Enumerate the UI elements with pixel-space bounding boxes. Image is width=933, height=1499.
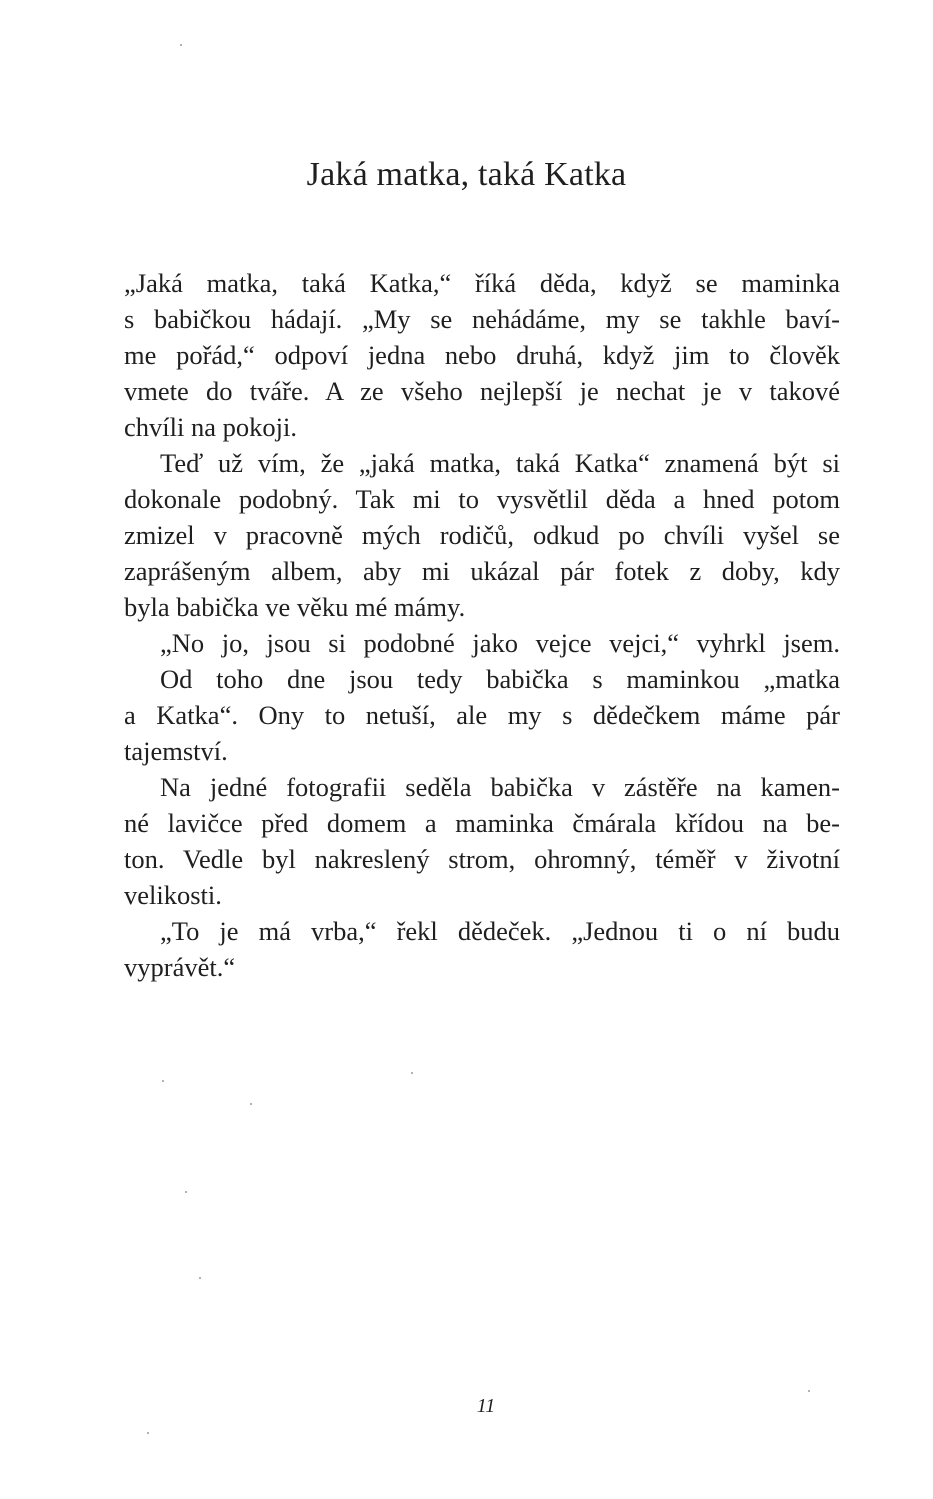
text-line: „No jo, jsou si podobné jako vejce vejci,“ vyhrkl jsem. (160, 628, 840, 658)
text-line: s babičkou hádají. „My se nehádáme, my se takhle baví- (124, 304, 840, 334)
text-line: tajemství. (124, 736, 228, 766)
scan-speck (147, 1432, 149, 1434)
text-line: a Katka“. Ony to netuší, ale my s dědečkem máme pár (124, 700, 840, 730)
text-line: Teď už vím, že „jaká matka, taká Katka“ znamená být si (160, 448, 840, 478)
text-line: „Jaká matka, taká Katka,“ říká děda, když se maminka (124, 268, 840, 298)
scan-speck (199, 1277, 201, 1279)
text-line: ton. Vedle byl nakreslený strom, ohromný, téměř v životní (124, 844, 840, 874)
chapter-body (124, 265, 840, 985)
text-line: velikosti. (124, 880, 222, 910)
text-line: byla babička ve věku mé mámy. (124, 592, 466, 622)
chapter-title: Jaká matka, taká Katka (306, 156, 627, 193)
text-line: vmete do tváře. A ze všeho nejlepší je nechat je v takové (124, 376, 840, 406)
text-line: chvíli na pokoji. (124, 412, 297, 442)
text-line: me pořád,“ odpoví jedna nebo druhá, když jim to člověk (124, 340, 840, 370)
scan-speck (808, 1390, 810, 1392)
page-number: 11 (476, 1395, 496, 1417)
scan-speck (411, 1072, 413, 1074)
text-line: dokonale podobný. Tak mi to vysvětlil děda a hned potom (124, 484, 840, 514)
text-line: Od toho dne jsou tedy babička s maminkou „matka (160, 664, 840, 694)
text-line: „To je má vrba,“ řekl dědeček. „Jednou ti o ní budu (160, 916, 840, 946)
scan-speck (185, 1191, 187, 1193)
text-line: Na jedné fotografii seděla babička v zástěře na kamen- (160, 772, 840, 802)
scan-speck (180, 44, 182, 46)
text-line: zmizel v pracovně mých rodičů, odkud po chvíli vyšel se (124, 520, 840, 550)
scan-speck (250, 1103, 252, 1105)
text-line: vyprávět.“ (124, 952, 236, 982)
scan-speck (162, 1080, 164, 1082)
text-line: né lavičce před domem a maminka čmárala křídou na be- (124, 808, 840, 838)
text-line: zaprášeným albem, aby mi ukázal pár fotek z doby, kdy (124, 556, 840, 586)
